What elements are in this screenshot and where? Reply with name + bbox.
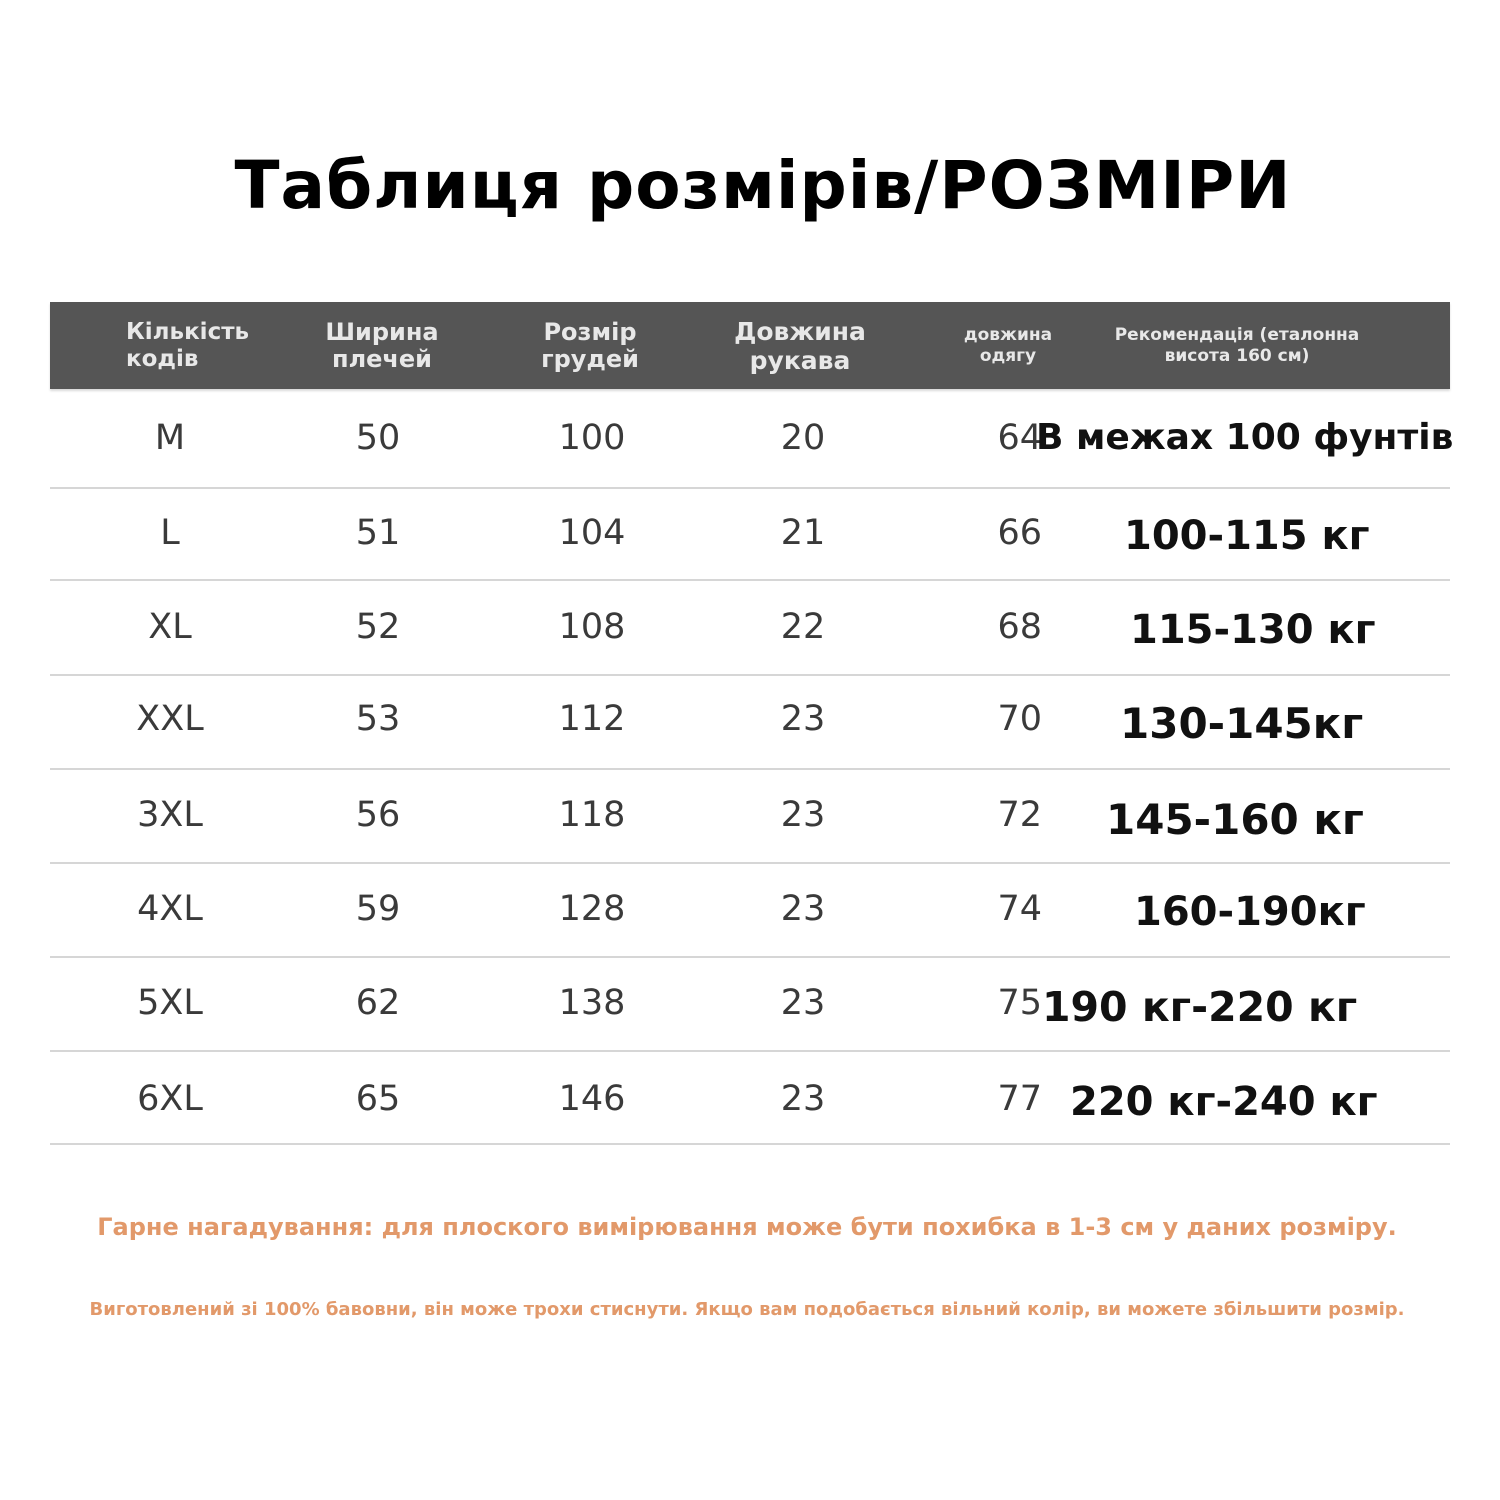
header-recommendation-line1: Рекомендація (еталонна [1114,324,1360,345]
header-sleeve-length [700,302,900,389]
cell-shoulder: 52 [355,607,401,647]
cell-size: 6XL [137,1079,203,1119]
page-title: Таблиця розмірів/РОЗМІРИ [234,147,1292,224]
cell-size: XL [148,607,192,647]
cell-length: 72 [997,795,1042,835]
cell-shoulder: 59 [355,889,401,929]
row-divider [50,1143,1450,1145]
cell-chest: 108 [558,607,626,647]
header-chest-size-line1: Розмір [543,317,637,346]
row-divider [50,768,1450,770]
cell-recommendation: 160-190кг [1134,889,1366,935]
cell-shoulder: 50 [355,418,401,458]
cell-chest: 118 [558,795,626,835]
cell-size: 5XL [137,983,203,1023]
header-size-code-line1: Кількість [126,318,250,345]
header-sleeve-length-line1: Довжина [734,316,866,346]
cell-recommendation: 145-160 кг [1106,795,1364,844]
header-garment-length-line1: довжина [963,324,1053,345]
cell-length: 74 [997,889,1042,929]
row-divider [50,862,1450,864]
cell-length: 66 [997,513,1042,553]
table-header [50,302,1450,389]
cell-length: 70 [997,699,1042,739]
cell-length: 68 [997,607,1042,647]
cotton-note: Виготовлений зі 100% бавовни, він може трохи стиснути. Якщо вам подобається вільний колір, ви можете збільшити розмір. [89,1299,1405,1320]
header-shoulder-width-line1: Ширина [325,317,439,346]
cell-sleeve: 23 [780,1079,826,1119]
row-divider [50,579,1450,581]
cell-shoulder: 53 [355,699,401,739]
cell-shoulder: 62 [355,983,401,1023]
header-chest-size [490,302,690,389]
header-garment-length [938,302,1078,389]
cell-size: L [160,513,180,553]
row-divider [50,487,1450,489]
cell-length: 77 [997,1079,1042,1119]
cell-size: M [154,418,186,458]
header-sleeve-length-line2: рукава [749,345,851,375]
cell-chest: 146 [558,1079,626,1119]
cell-size: 3XL [137,795,203,835]
measurement-reminder: Гарне нагадування: для плоского вимірювання може бути похибка в 1-3 см у даних розміру. [97,1213,1397,1241]
cell-size: 4XL [137,889,203,929]
header-recommendation [1090,302,1384,389]
cell-sleeve: 20 [780,418,826,458]
cell-recommendation: 130-145кг [1120,699,1364,748]
cell-shoulder: 65 [355,1079,401,1119]
cell-chest: 138 [558,983,626,1023]
cell-length: 64 [997,418,1042,458]
cell-chest: 104 [558,513,626,553]
cell-chest: 112 [558,699,626,739]
cell-shoulder: 56 [355,795,401,835]
cell-chest: 100 [558,418,626,458]
cell-sleeve: 23 [780,699,826,739]
cell-sleeve: 23 [780,983,826,1023]
cell-chest: 128 [558,889,626,929]
cell-sleeve: 21 [780,513,826,553]
header-shoulder-width-line2: плечей [331,344,432,373]
header-garment-length-line2: одягу [979,345,1037,366]
cell-recommendation: В межах 100 фунтів [1036,417,1454,458]
cell-size: XXL [136,699,204,739]
cell-shoulder: 51 [355,513,401,553]
cell-recommendation: 190 кг-220 кг [1042,983,1358,1031]
cell-length: 75 [997,983,1042,1023]
header-chest-size-line2: грудей [541,344,639,373]
row-divider [50,1050,1450,1052]
header-recommendation-line2: висота 160 см) [1164,345,1310,366]
row-divider [50,674,1450,676]
header-size-code-line2: кодів [126,345,199,372]
cell-recommendation: 220 кг-240 кг [1070,1079,1378,1125]
row-divider [50,956,1450,958]
cell-recommendation: 100-115 кг [1124,513,1370,559]
cell-recommendation: 115-130 кг [1130,607,1376,653]
cell-sleeve: 23 [780,889,826,929]
cell-sleeve: 23 [780,795,826,835]
header-shoulder-width [282,302,482,389]
cell-sleeve: 22 [780,607,826,647]
